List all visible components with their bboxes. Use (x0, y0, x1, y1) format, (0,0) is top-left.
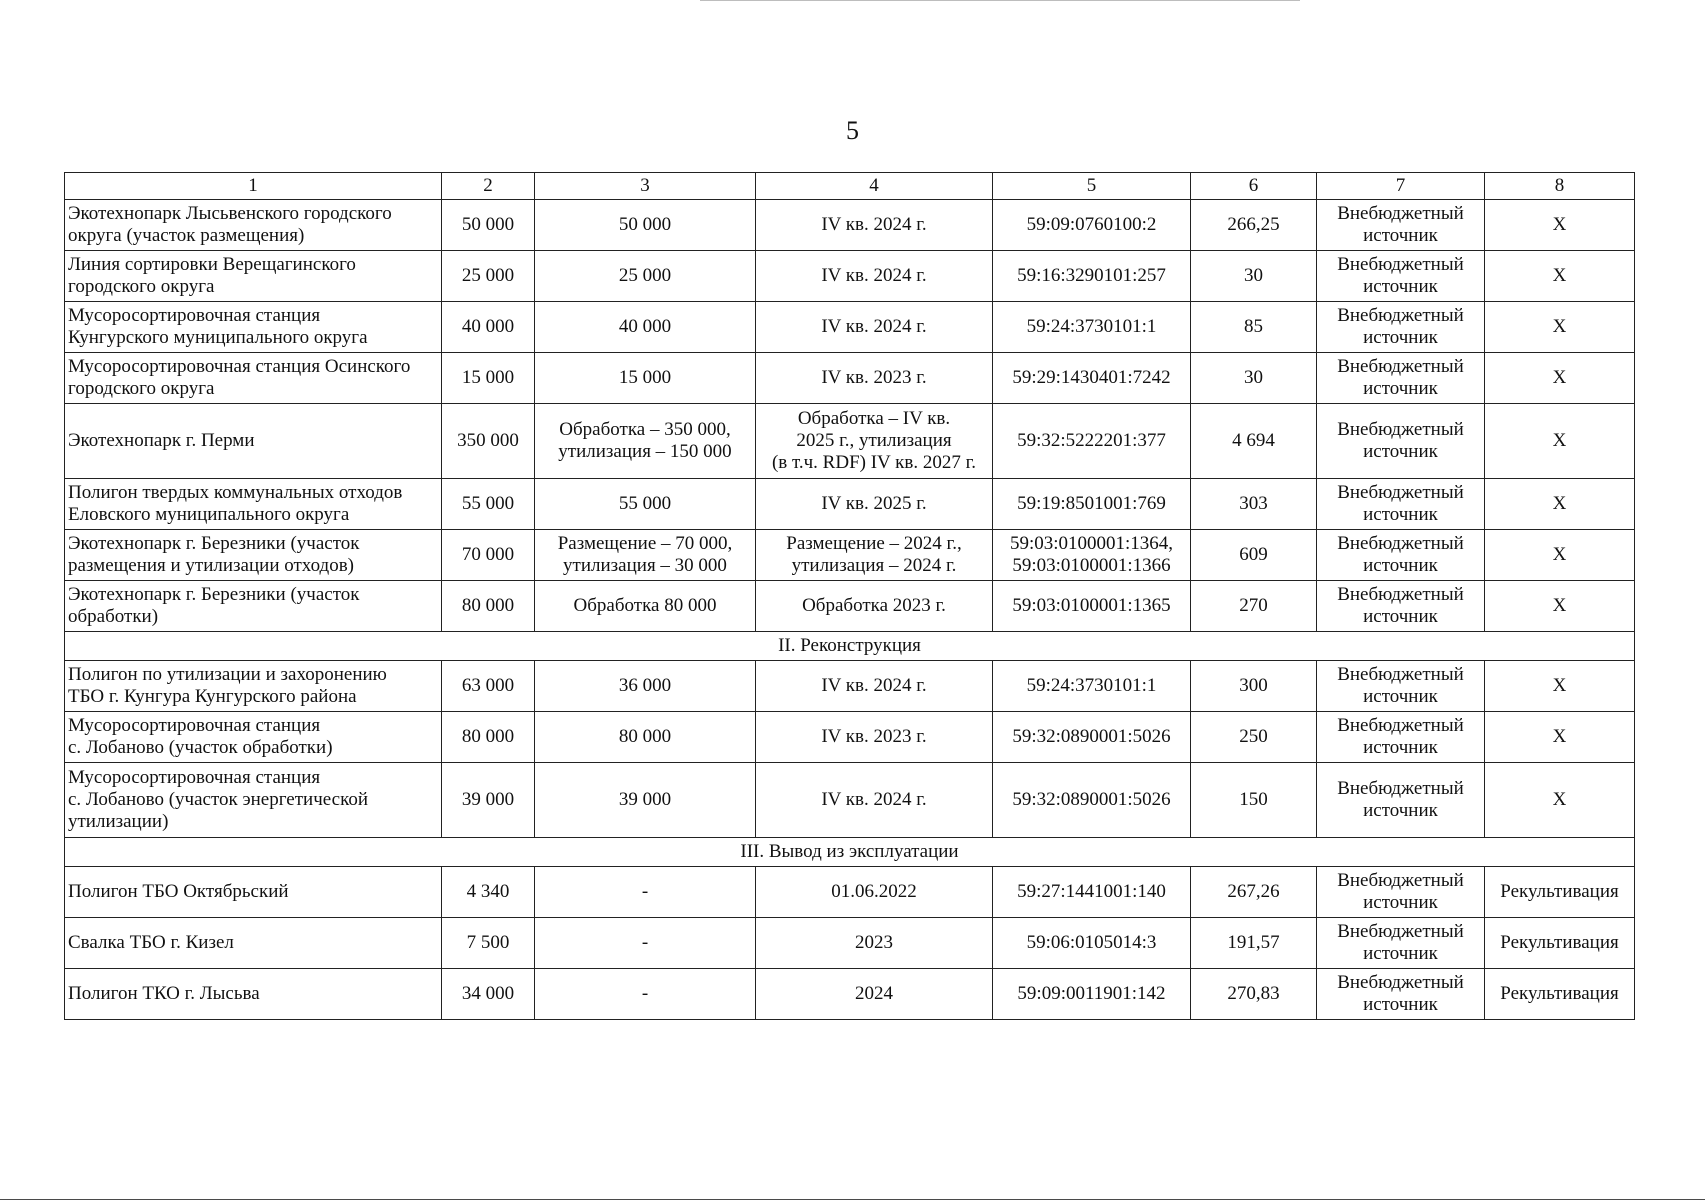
capacity-breakdown-cell (535, 661, 756, 712)
cell-text-line: Внебюджетный (1337, 870, 1464, 891)
funding-source-cell (1317, 200, 1485, 251)
column-number-header: 5 (993, 173, 1191, 200)
capacity-breakdown-cell (535, 867, 756, 918)
cadastral-number-cell (993, 918, 1191, 969)
cell-text-line: Мусоросортировочная станция (68, 767, 321, 788)
funding-source-cell (1317, 353, 1485, 404)
cadastral-number-cell (993, 479, 1191, 530)
cell-text-line: Полигон по утилизации и захоронению (68, 664, 387, 685)
object-name-cell (65, 918, 442, 969)
cell-text-line: Внебюджетный (1337, 664, 1464, 685)
cell-text-line: 59:03:0100001:1365 (1012, 595, 1171, 616)
cell-text-line: 55 000 (618, 493, 672, 514)
cell-text-line: 2025 г., утилизация (796, 430, 952, 451)
funding-source-cell (1317, 251, 1485, 302)
cell-text-line: Кунгурского муниципального округа (68, 327, 368, 348)
cadastral-number-cell (993, 353, 1191, 404)
cell-text-line: IV кв. 2024 г. (821, 675, 927, 696)
value-cell: 150 (1191, 763, 1317, 838)
cadastral-number-cell (993, 530, 1191, 581)
cell-text-line: - (641, 983, 649, 1004)
column-number-header: 2 (442, 173, 535, 200)
column-number-header: 8 (1485, 173, 1635, 200)
cell-text-line: 15 000 (618, 367, 672, 388)
deadline-cell (756, 353, 993, 404)
section-heading-row (65, 838, 1635, 867)
note-cell: X (1485, 661, 1635, 712)
design-capacity-cell: 7 500 (442, 918, 535, 969)
cell-text-line: Экотехнопарк г. Березники (участок (68, 533, 360, 554)
cell-text-line: с. Лобаново (участок энергетической (68, 789, 369, 810)
cell-text-line: Еловского муниципального округа (68, 504, 350, 525)
capacity-breakdown-cell (535, 479, 756, 530)
cell-text-line: 59:09:0011901:142 (1017, 983, 1166, 1004)
cell-text-line: 59:32:0890001:5026 (1012, 789, 1171, 810)
cadastral-number-cell (993, 969, 1191, 1020)
object-name-cell (65, 867, 442, 918)
table-row (65, 353, 1635, 404)
deadline-cell (756, 302, 993, 353)
cell-text-line: 59:03:0100001:1366 (1012, 555, 1171, 576)
table-row (65, 969, 1635, 1020)
cell-text-line: Внебюджетный (1337, 972, 1464, 993)
cell-text-line: округа (участок размещения) (68, 225, 305, 246)
cell-text-line: обработки) (68, 606, 159, 627)
note-cell: X (1485, 712, 1635, 763)
table-row (65, 404, 1635, 479)
capacity-breakdown-cell (535, 302, 756, 353)
table-row (65, 712, 1635, 763)
deadline-cell (756, 479, 993, 530)
cadastral-number-cell (993, 712, 1191, 763)
cell-text-line: Обработка 2023 г. (802, 595, 946, 616)
cell-text-line: источник (1363, 555, 1438, 576)
value-cell: 85 (1191, 302, 1317, 353)
cell-text-line: Обработка – 350 000, (559, 419, 731, 440)
table-row (65, 530, 1635, 581)
cell-text-line: с. Лобаново (участок обработки) (68, 737, 333, 758)
object-name-cell (65, 251, 442, 302)
deadline-cell (756, 867, 993, 918)
cell-text-line: источник (1363, 800, 1438, 821)
cell-text-line: источник (1363, 943, 1438, 964)
cell-text-line: размещения и утилизации отходов) (68, 555, 354, 576)
funding-source-cell (1317, 302, 1485, 353)
funding-source-cell (1317, 661, 1485, 712)
cell-text-line: источник (1363, 737, 1438, 758)
object-name-cell (65, 712, 442, 763)
deadline-cell (756, 404, 993, 479)
capacity-breakdown-cell (535, 581, 756, 632)
note-cell: X (1485, 530, 1635, 581)
note-cell: X (1485, 479, 1635, 530)
cell-text-line: источник (1363, 276, 1438, 297)
design-capacity-cell: 4 340 (442, 867, 535, 918)
cell-text-line: (в т.ч. RDF) IV кв. 2027 г. (771, 452, 977, 473)
cell-text-line: Мусоросортировочная станция (68, 305, 321, 326)
cell-text-line: IV кв. 2024 г. (821, 214, 927, 235)
column-number-header: 6 (1191, 173, 1317, 200)
cell-text-line: Свалка ТБО г. Кизел (68, 932, 234, 953)
cell-text-line: IV кв. 2025 г. (821, 493, 927, 514)
cell-text-line: источник (1363, 994, 1438, 1015)
cell-text-line: Экотехнопарк г. Березники (участок (68, 584, 360, 605)
capacity-breakdown-cell (535, 530, 756, 581)
cell-text-line: Внебюджетный (1337, 203, 1464, 224)
object-name-cell (65, 969, 442, 1020)
funding-source-cell (1317, 404, 1485, 479)
design-capacity-cell: 34 000 (442, 969, 535, 1020)
cell-text-line: Полигон твердых коммунальных отходов (68, 482, 403, 503)
cell-text-line: городского округа (68, 276, 215, 297)
cell-text-line: - (641, 881, 649, 902)
cell-text-line: 36 000 (618, 675, 672, 696)
design-capacity-cell: 55 000 (442, 479, 535, 530)
value-cell: 270 (1191, 581, 1317, 632)
cell-text-line: источник (1363, 225, 1438, 246)
note-cell: X (1485, 404, 1635, 479)
cell-text-line: ТБО г. Кунгура Кунгурского района (68, 686, 357, 707)
capacity-breakdown-cell (535, 353, 756, 404)
table-row (65, 251, 1635, 302)
page-number: 5 (846, 116, 859, 145)
note-cell: X (1485, 763, 1635, 838)
cell-text-line: Внебюджетный (1337, 533, 1464, 554)
design-capacity-cell: 50 000 (442, 200, 535, 251)
value-cell: 300 (1191, 661, 1317, 712)
cell-text-line: Внебюджетный (1337, 254, 1464, 275)
capacity-breakdown-cell (535, 918, 756, 969)
note-cell: X (1485, 353, 1635, 404)
table-row (65, 200, 1635, 251)
design-capacity-cell: 39 000 (442, 763, 535, 838)
capacity-breakdown-cell (535, 404, 756, 479)
cell-text-line: 59:32:5222201:377 (1017, 430, 1166, 451)
table-row (65, 763, 1635, 838)
column-number-header: 1 (65, 173, 442, 200)
cell-text-line: утилизация – 30 000 (563, 555, 727, 576)
cell-text-line: 59:32:0890001:5026 (1012, 726, 1171, 747)
cell-text-line: Внебюджетный (1337, 356, 1464, 377)
cell-text-line: 39 000 (618, 789, 672, 810)
deadline-cell (756, 969, 993, 1020)
deadline-cell (756, 530, 993, 581)
cell-text-line: источник (1363, 606, 1438, 627)
value-cell: 267,26 (1191, 867, 1317, 918)
cell-text-line: Обработка – IV кв. (797, 408, 951, 429)
deadline-cell (756, 918, 993, 969)
cell-text-line: 59:19:8501001:769 (1017, 493, 1166, 514)
capacity-breakdown-cell (535, 251, 756, 302)
cell-text-line: 59:06:0105014:3 (1026, 932, 1157, 953)
cell-text-line: Экотехнопарк г. Перми (68, 430, 255, 451)
cell-text-line: 59:24:3730101:1 (1026, 675, 1157, 696)
section-heading: II. Реконструкция (65, 632, 1635, 661)
capacity-breakdown-cell (535, 763, 756, 838)
funding-source-cell (1317, 918, 1485, 969)
funding-source-cell (1317, 712, 1485, 763)
cell-text-line: Внебюджетный (1337, 921, 1464, 942)
cell-text-line: 59:16:3290101:257 (1017, 265, 1166, 286)
value-cell: 30 (1191, 251, 1317, 302)
design-capacity-cell: 63 000 (442, 661, 535, 712)
cell-text-line: 59:27:1441001:140 (1017, 881, 1166, 902)
note-cell: Рекультивация (1485, 969, 1635, 1020)
object-name-cell (65, 661, 442, 712)
deadline-cell (756, 712, 993, 763)
cell-text-line: IV кв. 2024 г. (821, 265, 927, 286)
note-cell: X (1485, 200, 1635, 251)
table-row (65, 479, 1635, 530)
deadline-cell (756, 661, 993, 712)
cell-text-line: Внебюджетный (1337, 584, 1464, 605)
object-name-cell (65, 479, 442, 530)
value-cell: 609 (1191, 530, 1317, 581)
cell-text-line: источник (1363, 686, 1438, 707)
design-capacity-cell: 80 000 (442, 581, 535, 632)
object-name-cell (65, 353, 442, 404)
object-name-cell (65, 530, 442, 581)
design-capacity-cell: 40 000 (442, 302, 535, 353)
note-cell: X (1485, 251, 1635, 302)
cell-text-line: Размещение – 2024 г., (786, 533, 962, 554)
cell-text-line: Внебюджетный (1337, 305, 1464, 326)
cell-text-line: Полигон ТБО Октябрьский (68, 881, 289, 902)
table-row (65, 661, 1635, 712)
cell-text-line: - (641, 932, 649, 953)
cell-text-line: 01.06.2022 (831, 881, 917, 902)
cell-text-line: Размещение – 70 000, (557, 533, 733, 554)
cell-text-line: IV кв. 2024 г. (821, 789, 927, 810)
funding-source-cell (1317, 479, 1485, 530)
capacity-breakdown-cell (535, 200, 756, 251)
design-capacity-cell: 80 000 (442, 712, 535, 763)
cadastral-number-cell (993, 867, 1191, 918)
design-capacity-cell: 350 000 (442, 404, 535, 479)
funding-source-cell (1317, 867, 1485, 918)
cadastral-number-cell (993, 200, 1191, 251)
object-name-cell (65, 302, 442, 353)
table-row (65, 581, 1635, 632)
value-cell: 270,83 (1191, 969, 1317, 1020)
cell-text-line: Мусоросортировочная станция Осинского (68, 356, 411, 377)
object-name-cell (65, 404, 442, 479)
section-heading: III. Вывод из эксплуатации (65, 838, 1635, 867)
cell-text-line: источник (1363, 378, 1438, 399)
cadastral-number-cell (993, 763, 1191, 838)
deadline-cell (756, 251, 993, 302)
cell-text-line: городского округа (68, 378, 215, 399)
scan-top-edge-line (700, 0, 1300, 1)
cell-text-line: источник (1363, 892, 1438, 913)
funding-source-cell (1317, 763, 1485, 838)
column-number-header: 7 (1317, 173, 1485, 200)
funding-source-cell (1317, 530, 1485, 581)
value-cell: 30 (1191, 353, 1317, 404)
cell-text-line: Внебюджетный (1337, 419, 1464, 440)
cell-text-line: 2024 (855, 983, 893, 1004)
value-cell: 250 (1191, 712, 1317, 763)
cell-text-line: Экотехнопарк Лысьвенского городского (68, 203, 392, 224)
section-heading-row (65, 632, 1635, 661)
column-number-header-row (65, 173, 1635, 200)
note-cell: X (1485, 581, 1635, 632)
note-cell: X (1485, 302, 1635, 353)
value-cell: 191,57 (1191, 918, 1317, 969)
cell-text-line: Обработка 80 000 (573, 595, 717, 616)
cell-text-line: утилизация – 2024 г. (791, 555, 957, 576)
cadastral-number-cell (993, 302, 1191, 353)
cadastral-number-cell (993, 581, 1191, 632)
facilities-table (64, 172, 1635, 1020)
cadastral-number-cell (993, 251, 1191, 302)
cell-text-line: утилизации) (68, 811, 169, 832)
cell-text-line: 50 000 (618, 214, 672, 235)
column-number-header: 3 (535, 173, 756, 200)
cell-text-line: IV кв. 2023 г. (821, 726, 927, 747)
cell-text-line: источник (1363, 441, 1438, 462)
deadline-cell (756, 581, 993, 632)
cell-text-line: Мусоросортировочная станция (68, 715, 321, 736)
object-name-cell (65, 200, 442, 251)
cell-text-line: IV кв. 2024 г. (821, 316, 927, 337)
design-capacity-cell: 15 000 (442, 353, 535, 404)
cell-text-line: 25 000 (618, 265, 672, 286)
cell-text-line: источник (1363, 327, 1438, 348)
cadastral-number-cell (993, 661, 1191, 712)
cell-text-line: Внебюджетный (1337, 778, 1464, 799)
design-capacity-cell: 70 000 (442, 530, 535, 581)
table-body (65, 173, 1635, 1020)
cell-text-line: 59:03:0100001:1364, (1009, 533, 1174, 554)
deadline-cell (756, 763, 993, 838)
value-cell: 266,25 (1191, 200, 1317, 251)
table-row (65, 867, 1635, 918)
deadline-cell (756, 200, 993, 251)
object-name-cell (65, 763, 442, 838)
cell-text-line: 59:29:1430401:7242 (1012, 367, 1171, 388)
capacity-breakdown-cell (535, 712, 756, 763)
design-capacity-cell: 25 000 (442, 251, 535, 302)
cell-text-line: Внебюджетный (1337, 715, 1464, 736)
note-cell: Рекультивация (1485, 867, 1635, 918)
table-row (65, 302, 1635, 353)
value-cell: 4 694 (1191, 404, 1317, 479)
object-name-cell (65, 581, 442, 632)
cell-text-line: IV кв. 2023 г. (821, 367, 927, 388)
cell-text-line: Линия сортировки Верещагинского (68, 254, 356, 275)
cell-text-line: 40 000 (618, 316, 672, 337)
cell-text-line: источник (1363, 504, 1438, 525)
cell-text-line: 59:24:3730101:1 (1026, 316, 1157, 337)
cadastral-number-cell (993, 404, 1191, 479)
note-cell: Рекультивация (1485, 918, 1635, 969)
cell-text-line: Внебюджетный (1337, 482, 1464, 503)
capacity-breakdown-cell (535, 969, 756, 1020)
table-row (65, 918, 1635, 969)
value-cell: 303 (1191, 479, 1317, 530)
funding-source-cell (1317, 969, 1485, 1020)
funding-source-cell (1317, 581, 1485, 632)
cell-text-line: 2023 (855, 932, 893, 953)
column-number-header: 4 (756, 173, 993, 200)
cell-text-line: утилизация – 150 000 (558, 441, 732, 462)
cell-text-line: 59:09:0760100:2 (1026, 214, 1157, 235)
cell-text-line: Полигон ТКО г. Лысьва (68, 983, 260, 1004)
cell-text-line: 80 000 (618, 726, 672, 747)
